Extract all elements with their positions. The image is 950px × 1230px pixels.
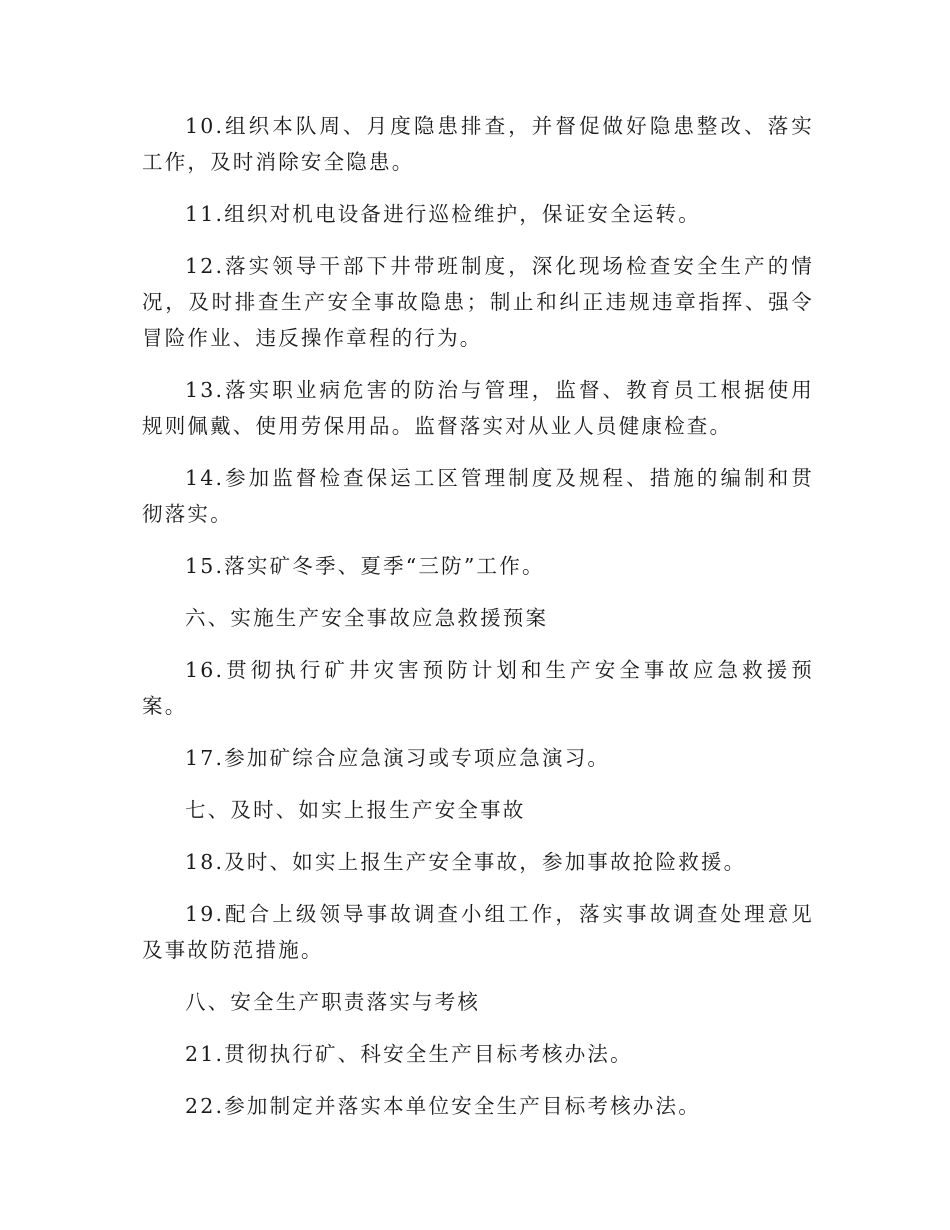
paragraph-item-22: 22.参加制定并落实本单位安全生产目标考核办法。 xyxy=(185,1094,701,1118)
document-body xyxy=(142,108,814,1140)
paragraph-item-14: 14.参加监督检查保运工区管理制度及规程、措施的编制和贯彻落实。 xyxy=(142,466,814,526)
paragraph-item-12: 12.落实领导干部下井带班制度，深化现场检查安全生产的情况，及时排查生产安全事故隐患；制止和纠正违规违章指挥、强令冒险作业、违反操作章程的行为。 xyxy=(142,254,814,350)
section-heading-8: 八、安全生产职责落实与考核 xyxy=(185,990,481,1014)
paragraph-item-21: 21.贯彻执行矿、科安全生产目标考核办法。 xyxy=(185,1042,633,1066)
paragraph-item-17: 17.参加矿综合应急演习或专项应急演习。 xyxy=(185,746,611,770)
paragraph-item-13: 13.落实职业病危害的防治与管理，监督、教育员工根据使用规则佩戴、使用劳保用品。监督落实对从业人员健康检查。 xyxy=(142,378,814,438)
paragraph-item-19: 19.配合上级领导事故调查小组工作，落实事故调查处理意见及事故防范措施。 xyxy=(142,902,814,962)
paragraph-item-15: 15.落实矿冬季、夏季“三防”工作。 xyxy=(185,554,545,578)
section-heading-6: 六、实施生产安全事故应急救援预案 xyxy=(185,606,549,630)
paragraph-item-16: 16.贯彻执行矿井灾害预防计划和生产安全事故应急救援预案。 xyxy=(142,658,814,718)
section-heading-7: 七、及时、如实上报生产安全事故 xyxy=(185,798,526,822)
paragraph-item-18: 18.及时、如实上报生产安全事故，参加事故抢险救援。 xyxy=(185,850,747,874)
paragraph-item-11: 11.组织对机电设备进行巡检维护，保证安全运转。 xyxy=(185,202,701,226)
paragraph-item-10: 10.组织本队周、月度隐患排查，并督促做好隐患整改、落实工作，及时消除安全隐患。 xyxy=(142,114,814,174)
